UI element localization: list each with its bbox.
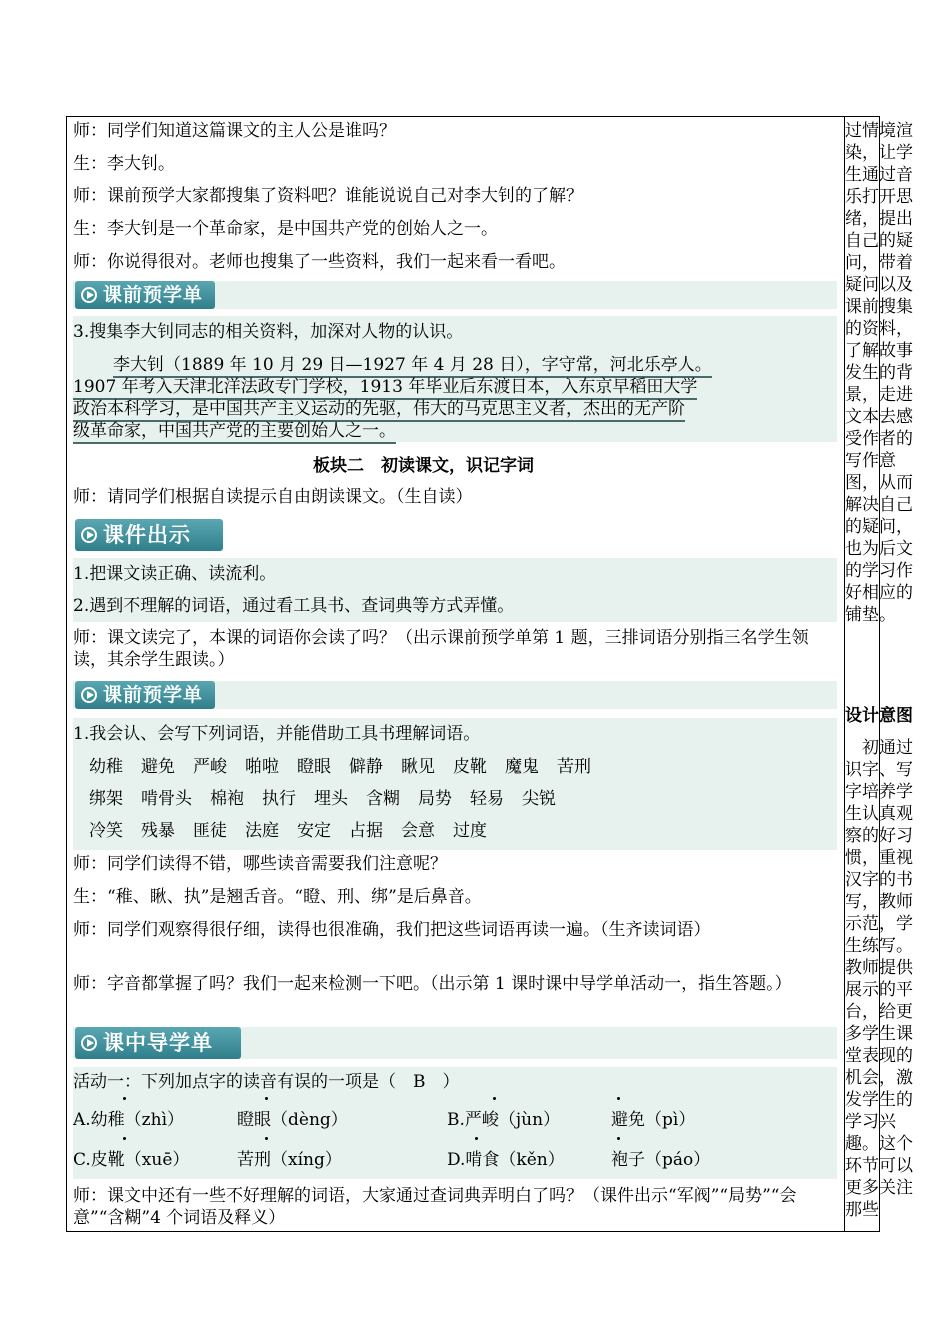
lesson-table bbox=[66, 116, 913, 1232]
word-row-3 bbox=[89, 820, 505, 842]
teacher-prompt: 师：课文读完了，本课的词语你会读了吗？（出示课前预学单第 1 题，三排词语分别指三名学生领读，其余学生跟读。） bbox=[73, 628, 809, 670]
prestudy-banner: 课前预学单 bbox=[73, 281, 837, 309]
read-prompt: 师：请同学们根据自读提示自由朗读课文。（生自读） bbox=[73, 487, 473, 507]
play-icon bbox=[81, 687, 97, 703]
word: 严峻 bbox=[193, 757, 227, 777]
dialogue-line: 师：同学们观察得很仔细，读得也很准确，我们把这些词语再读一遍。（生齐读词语） bbox=[73, 920, 711, 940]
word: 避免 bbox=[141, 757, 175, 777]
word: 瞅见 bbox=[401, 757, 435, 777]
design-heading: 设计意图 bbox=[845, 706, 913, 726]
courseware-item: 2.遇到不理解的词语，通过看工具书、查词典等方式弄懂。 bbox=[73, 596, 515, 616]
play-icon bbox=[81, 287, 97, 303]
task-text: 3.搜集李大钊同志的相关资料，加深对人物的认识。 bbox=[73, 322, 464, 342]
final-line: 师：课文中还有一些不好理解的词语，大家通过查词典弄明白了吗？（课件出示“军阀”“局势”“会意”“含糊”4 个词语及释义） bbox=[73, 1186, 797, 1228]
word: 棉袍 bbox=[210, 789, 244, 809]
word: 法庭 bbox=[245, 821, 279, 841]
dialogue-line: 师：字音都掌握了吗？我们一起来检测一下吧。（出示第 1 课时课中导学单活动一，指生答题。） bbox=[73, 974, 792, 994]
task-text: 1.我会认、会写下列词语，并能借助工具书理解词语。 bbox=[73, 724, 481, 744]
option-d: D.啃食（kěn） bbox=[447, 1150, 565, 1170]
word: 苦刑 bbox=[557, 757, 591, 777]
dialogue-line: 师：同学们知道这篇课文的主人公是谁吗？ bbox=[73, 121, 396, 141]
play-icon bbox=[81, 1035, 97, 1051]
word: 含糊 bbox=[366, 789, 400, 809]
word: 瞪眼 bbox=[297, 757, 331, 777]
dialogue-line: 师：课前预学大家都搜集了资料吧？谁能说说自己对李大钊的了解？ bbox=[73, 186, 583, 206]
word: 执行 bbox=[262, 789, 296, 809]
courseware-banner: 课件出示 bbox=[73, 519, 763, 551]
option-a2: 瞪眼（dèng） bbox=[237, 1110, 348, 1130]
option-b2: 避免（pì） bbox=[611, 1110, 696, 1130]
activity-question: 活动一：下列加点字的读音有误的一项是（ B ） bbox=[73, 1072, 460, 1092]
inclass-banner: 课中导学单 bbox=[73, 1027, 837, 1059]
prestudy-box-1 bbox=[73, 316, 837, 442]
word: 会意 bbox=[401, 821, 435, 841]
bio-line: 政治本科学习，是中国共产主义运动的先驱，伟大的马克思主义者，杰出的无产阶 bbox=[73, 399, 685, 422]
bio-line: 李大钊（1889 年 10 月 29 日—1927 年 4 月 28 日），字守常，河北乐亭人。 bbox=[113, 355, 712, 378]
side-note-2: 初通过识字、写字培养学生认真观察的好习惯，重视汉字的书写，教师示范，学生练写。教师提供展示的平台，给更多学生课堂表现的机会，激发学生的学习兴趣。这个环节可以更多关注那些 bbox=[845, 738, 913, 1220]
dialogue-line: 师：同学们读得不错，哪些读音需要我们注意呢？ bbox=[73, 854, 447, 874]
word: 冷笑 bbox=[89, 821, 123, 841]
word: 轻易 bbox=[470, 789, 504, 809]
option-d2: 袍子（páo） bbox=[611, 1150, 711, 1170]
option-c2: 苦刑（xíng） bbox=[237, 1150, 342, 1170]
bio-line: 1907 年考入天津北洋法政专门学校，1913 年毕业后东渡日本，入东京早稻田大学 bbox=[73, 377, 697, 400]
word: 魔鬼 bbox=[505, 757, 539, 777]
word: 残暴 bbox=[141, 821, 175, 841]
dialogue-line: 生：“稚、瞅、执”是翘舌音。“瞪、刑、绑”是后鼻音。 bbox=[73, 887, 482, 907]
option-a: A.幼稚（zhì） bbox=[73, 1110, 185, 1130]
word: 尖锐 bbox=[522, 789, 556, 809]
prestudy-banner-2: 课前预学单 bbox=[73, 681, 837, 709]
dialogue-line: 生：李大钊。 bbox=[73, 154, 175, 174]
word: 皮靴 bbox=[453, 757, 487, 777]
word: 占据 bbox=[349, 821, 383, 841]
option-b: B.严峻（jùn） bbox=[447, 1110, 561, 1130]
prestudy-box-2 bbox=[73, 718, 837, 850]
word: 匪徒 bbox=[193, 821, 227, 841]
dialogue-line: 生：李大钊是一个革命家，是中国共产党的创始人之一。 bbox=[73, 219, 498, 239]
word: 幼稚 bbox=[89, 757, 123, 777]
word: 绑架 bbox=[89, 789, 123, 809]
activity-box bbox=[73, 1067, 837, 1179]
word-row-2 bbox=[89, 788, 574, 810]
word: 安定 bbox=[297, 821, 331, 841]
word: 僻静 bbox=[349, 757, 383, 777]
word: 啪啦 bbox=[245, 757, 279, 777]
word-row-1 bbox=[89, 756, 609, 778]
section-title: 板块二 初读课文，识记字词 bbox=[313, 456, 534, 476]
side-note-1: 过情境渲染，让学生通过音乐打开思绪，提出自己的疑问，带着疑问以及课前搜集的资料，了解故事发生的背景，走进文本去感受作者的写作意图，从而解决自己的疑问，也为后文的学习作好相应的铺垫。 bbox=[845, 121, 913, 625]
play-icon bbox=[81, 527, 97, 543]
courseware-box bbox=[73, 558, 837, 622]
word: 局势 bbox=[418, 789, 452, 809]
courseware-item: 1.把课文读正确、读流利。 bbox=[73, 564, 277, 584]
word: 埋头 bbox=[314, 789, 348, 809]
option-c: C.皮靴（xuē） bbox=[73, 1150, 190, 1170]
word: 啃骨头 bbox=[141, 789, 192, 809]
dialogue-line: 师：你说得很对。老师也搜集了一些资料，我们一起来看一看吧。 bbox=[73, 252, 566, 272]
bio-line: 级革命家，中国共产党的主要创始人之一。 bbox=[73, 421, 396, 444]
word: 过度 bbox=[453, 821, 487, 841]
